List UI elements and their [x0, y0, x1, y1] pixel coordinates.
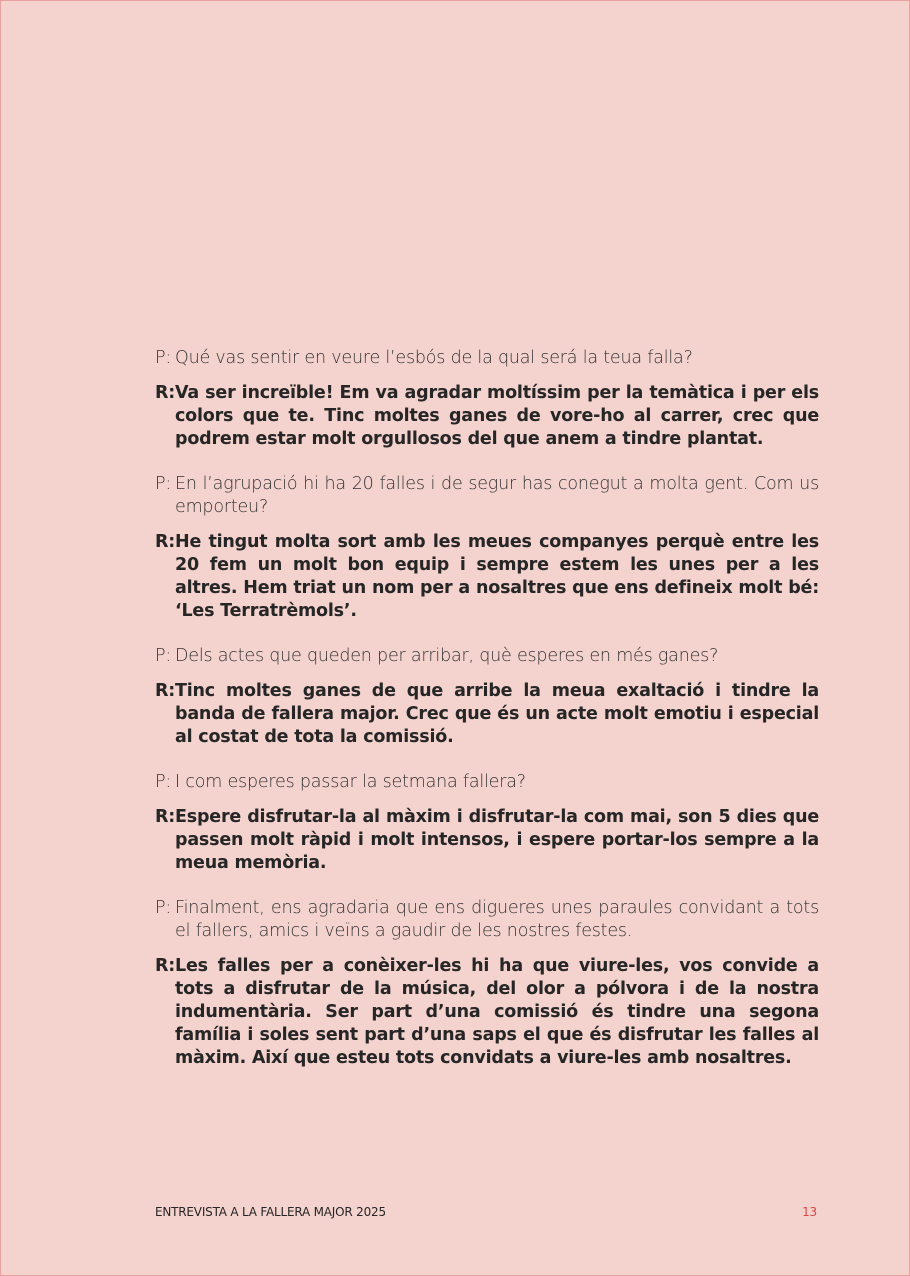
answer-text: Va ser increïble! Em va agradar moltíssim per la temàtica i per els colors que te. Tinc moltes ganes de vore-ho al carrer, crec que podrem estar molt orgullosos del que anem a tindre plantat.: [175, 383, 819, 449]
answer-text: Espere disfrutar-la al màxim i disfrutar-la com mai, son 5 dies que passen molt ràpid i molt intensos, i espere portar-los sempre a la meua memòria.: [175, 807, 819, 873]
qa-block: [155, 645, 819, 749]
question-prefix: P:: [155, 646, 172, 666]
answer-text: Tinc moltes ganes de que arribe la meua exaltació i tindre la banda de fallera major. Crec que és un acte molt emotiu i especial al costat de tota la comissió.: [175, 681, 819, 747]
qa-block: [155, 771, 819, 875]
answer-line: [155, 680, 819, 749]
answer-line: [155, 806, 819, 875]
question-prefix: P:: [155, 474, 172, 494]
question-text: Dels actes que queden per arribar, què esperes en més ganes?: [175, 646, 719, 666]
answer-prefix: R:: [155, 383, 176, 403]
question-prefix: P:: [155, 348, 172, 368]
answer-prefix: R:: [155, 532, 176, 552]
answer-text: He tingut molta sort amb les meues companyes perquè entre les 20 fem un molt bon equip i sempre estem les unes per a les altres. Hem triat un nom per a nosaltres que ens defineix molt bé: ‘Les Terratrèmols’.: [175, 532, 819, 621]
answer-prefix: R:: [155, 681, 176, 701]
answer-prefix: R:: [155, 807, 176, 827]
question-text: Finalment, ens agradaria que ens digueres unes paraules convidant a tots el fallers, amics i veïns a gaudir de les nostres festes.: [175, 898, 819, 941]
qa-block: [155, 473, 819, 623]
qa-block: [155, 347, 819, 451]
answer-line: [155, 955, 819, 1070]
question-text: Qué vas sentir en veure l’esbós de la qual será la teua falla?: [175, 348, 693, 368]
page-number: 13: [802, 1205, 817, 1219]
answer-prefix: R:: [155, 956, 176, 976]
page-footer: [155, 1205, 817, 1219]
question-line: [155, 645, 819, 668]
question-line: [155, 897, 819, 943]
question-line: [155, 771, 819, 794]
question-line: [155, 473, 819, 519]
answer-text: Les falles per a conèixer-les hi ha que viure-les, vos convide a tots a disfrutar de la música, del olor a pólvora i de la nostra indumentària. Ser part d’una comissió és tindre una segona família i soles sent part d’una saps el que és disfrutar les falles al màxim. Així que esteu tots convidats a viure-les amb nosaltres.: [175, 956, 819, 1068]
question-text: I com esperes passar la setmana fallera?: [175, 772, 526, 792]
footer-title: ENTREVISTA A LA FALLERA MAJOR 2025: [155, 1205, 386, 1219]
question-prefix: P:: [155, 898, 172, 918]
answer-line: [155, 382, 819, 451]
question-line: [155, 347, 819, 370]
answer-line: [155, 531, 819, 623]
question-text: En l’agrupació hi ha 20 falles i de segur has conegut a molta gent. Com us emporteu?: [175, 474, 819, 517]
question-prefix: P:: [155, 772, 172, 792]
qa-block: [155, 897, 819, 1070]
interview-content: [155, 347, 819, 1092]
